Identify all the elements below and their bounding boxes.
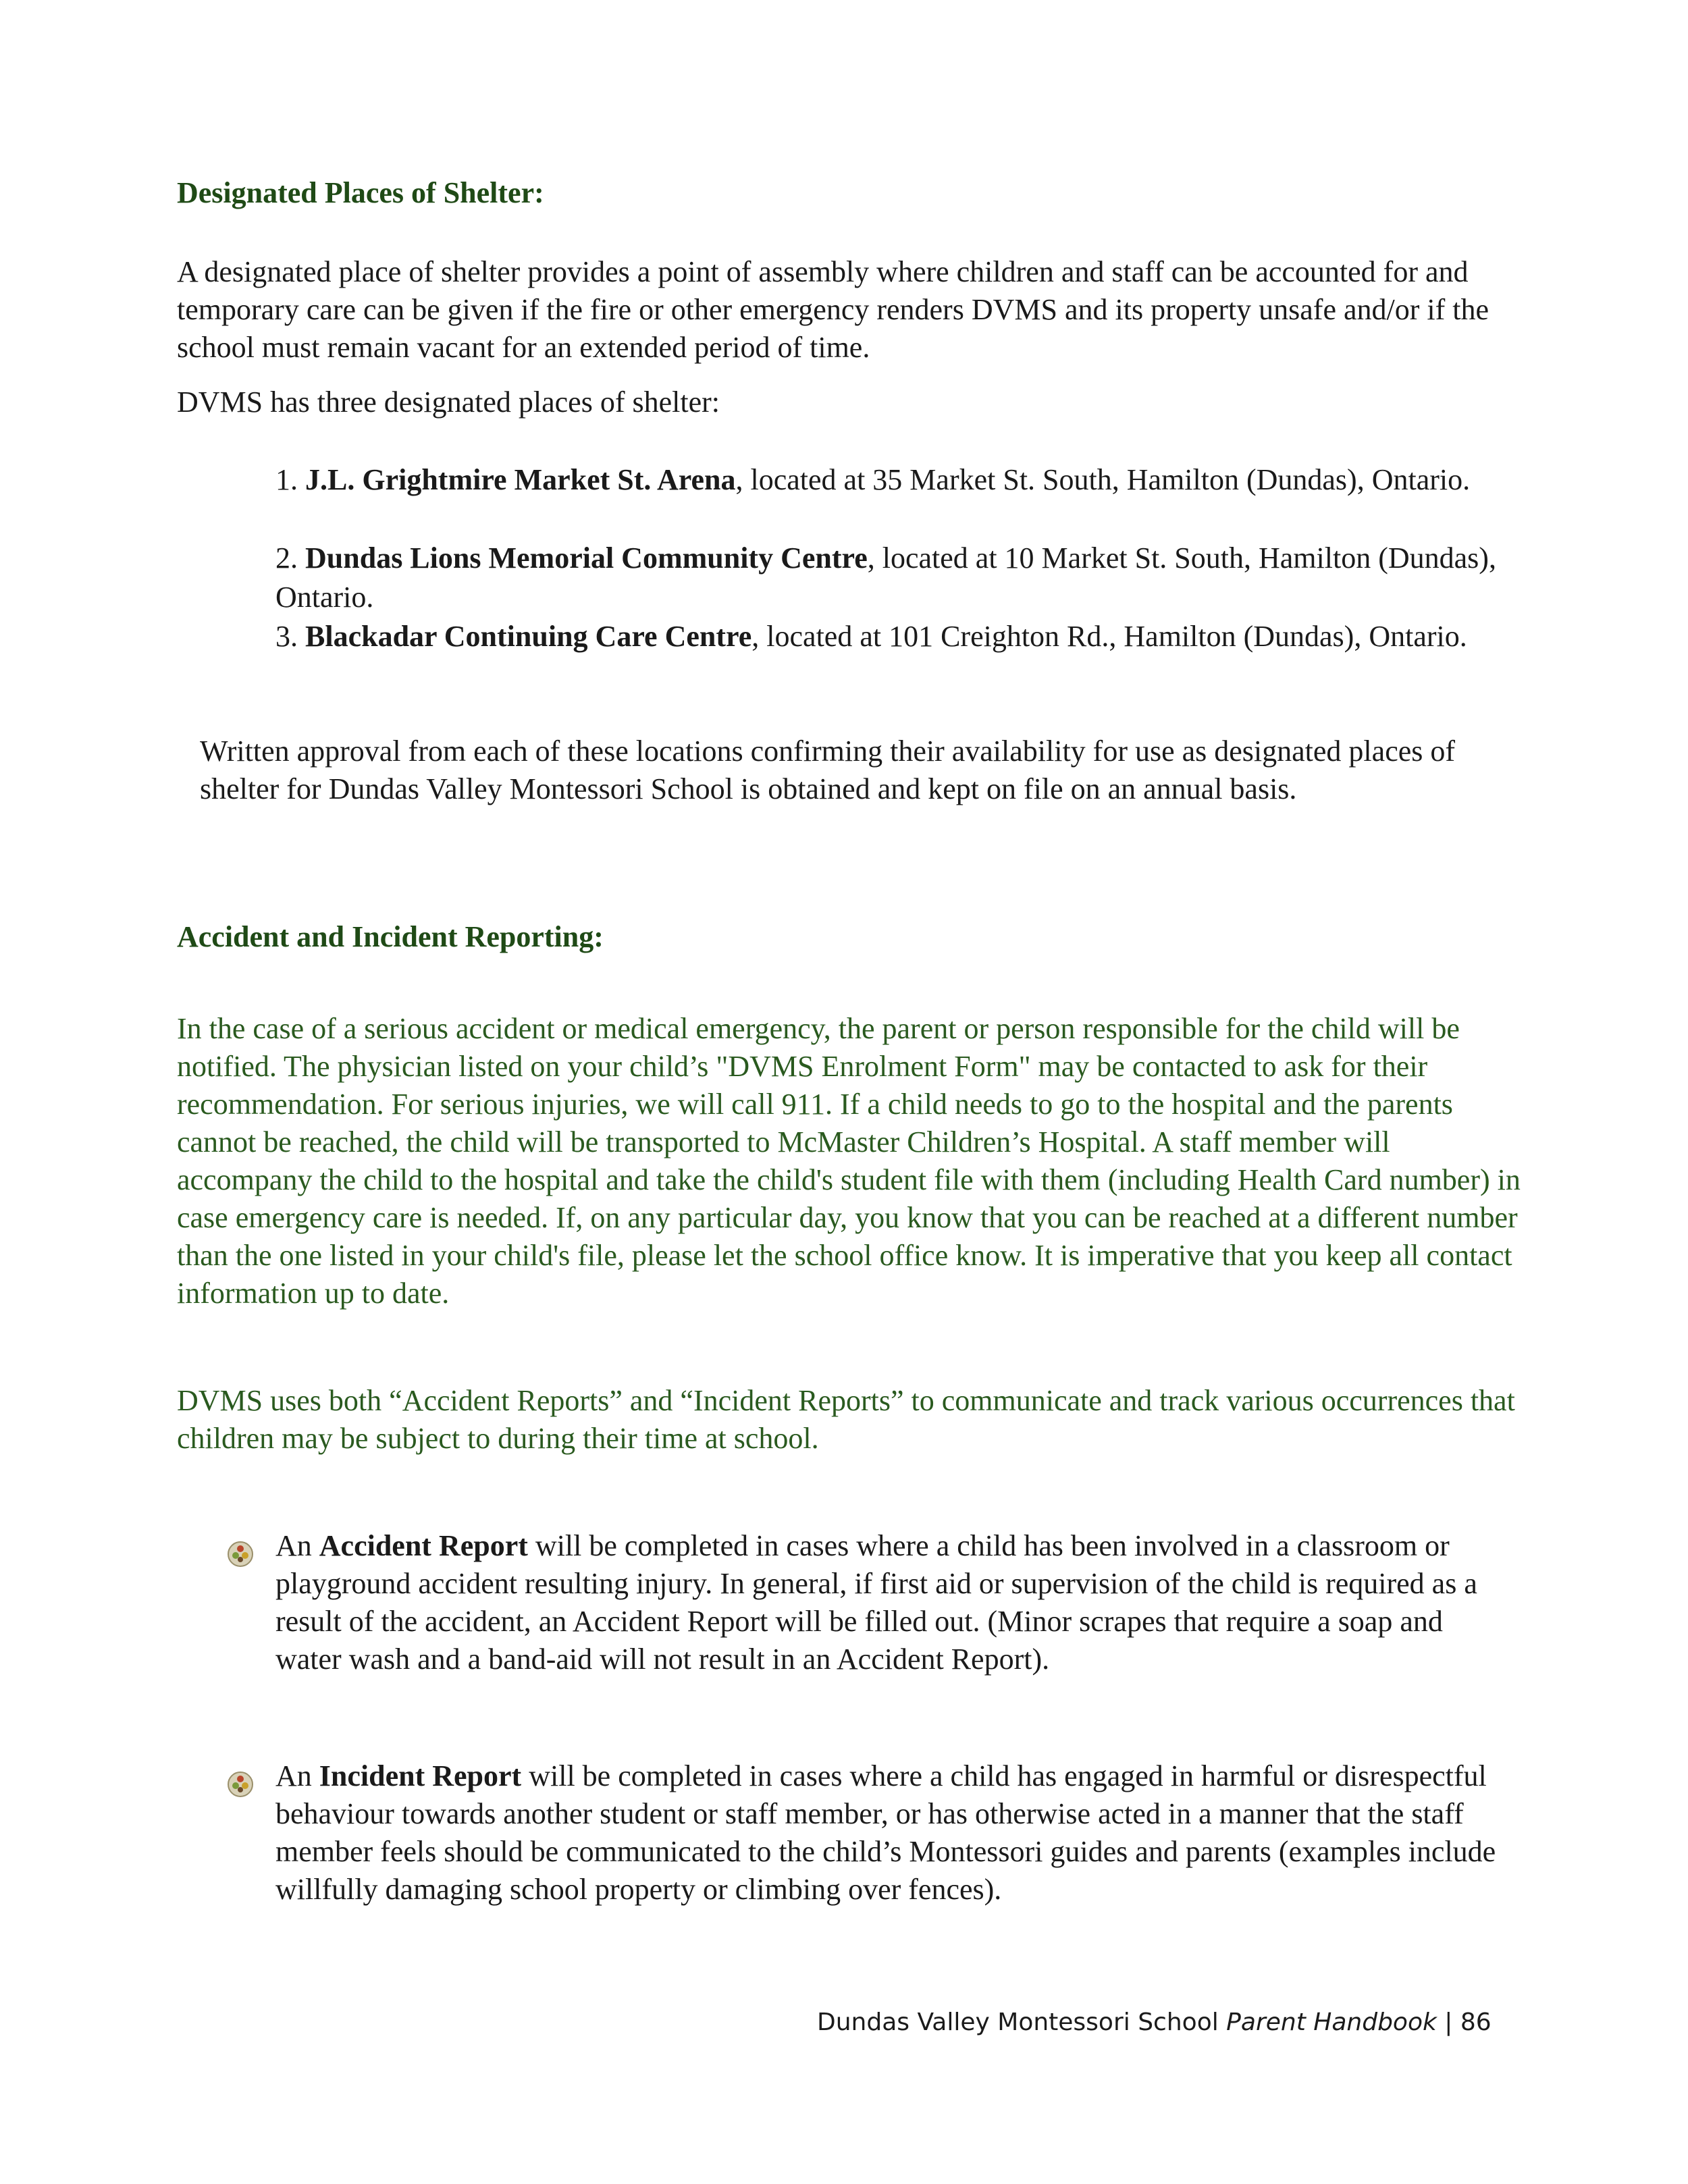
- footer-school-name: Dundas Valley Montessori School: [817, 2008, 1227, 2036]
- place-name: Blackadar Continuing Care Centre: [305, 620, 752, 653]
- bullet-term: Incident Report: [319, 1759, 522, 1792]
- place-name: J.L. Grightmire Market St. Arena: [305, 463, 736, 496]
- bullet-body: will be completed in cases where a child has engaged in harmful or disrespectful behaviour towards another student or staff member, or has otherwise acted in a manner that the staff member feels should be communicated to the child’s Montessori guides and parents (examples include willfully damaging school property or climbing over fences).: [275, 1759, 1496, 1906]
- page-number: 86: [1460, 2008, 1492, 2036]
- bullet-item-accident-report: [275, 1527, 1511, 1678]
- bullet-body: will be completed in cases where a child has been involved in a classroom or playground accident resulting injury. In general, if first aid or supervision of the child is required as a result of the accident, an Accident Report will be filled out. (Minor scrapes that require a soap and water wash and a band-aid will not result in an Accident Report).: [275, 1529, 1477, 1676]
- place-address: , located at 101 Creighton Rd., Hamilton (Dundas), Ontario.: [751, 620, 1467, 653]
- footer-document-title: Parent Handbook: [1226, 2008, 1437, 2036]
- page-footer: [817, 2008, 1492, 2036]
- shelter-count-line: DVMS has three designated places of shelter:: [177, 385, 720, 419]
- place-name: Dundas Lions Memorial Community Centre: [305, 541, 868, 575]
- footer-separator: |: [1436, 2008, 1460, 2036]
- flower-bullet-icon: [227, 1771, 254, 1798]
- list-number: 3.: [275, 620, 305, 653]
- bullet-term: Accident Report: [319, 1529, 528, 1562]
- reports-paragraph: DVMS uses both “Accident Reports” and “Incident Reports” to communicate and track various occurrences that children may be subject to during their time at school.: [177, 1384, 1515, 1455]
- list-number: 2.: [275, 541, 305, 575]
- list-number: 1.: [275, 463, 305, 496]
- bullet-item-incident-report: [275, 1757, 1511, 1909]
- section-heading-accident: Accident and Incident Reporting:: [177, 920, 604, 953]
- accident-paragraph: In the case of a serious accident or medical emergency, the parent or person responsible for the child will be notified. The physician listed on your child’s "DVMS Enrolment Form" may be contacted to ask for their recommendation. For serious injuries, we will call 911. If a child needs to go to the hospital and the parents cannot be reached, the child will be transported to McMaster Children’s Hospital. A staff member will accompany the child to the hospital and take the child's student file with them (including Health Card number) in case emergency care is needed. If, on any particular day, you know that you can be reached at a different number than the one listed in your child's file, please let the school office know. It is imperative that you keep all contact information up to date.: [177, 1012, 1521, 1310]
- place-address: , located at 35 Market St. South, Hamilton (Dundas), Ontario.: [735, 463, 1471, 496]
- bullet-lead: An: [275, 1759, 319, 1792]
- bullet-lead: An: [275, 1529, 319, 1562]
- place-address: , located at 10 Market St. South, Hamilton (Dundas), Ontario.: [275, 541, 1496, 614]
- shelter-list-item: [275, 617, 1518, 656]
- approval-paragraph: Written approval from each of these locations confirming their availability for use as designated places of shelter for Dundas Valley Montessori School is obtained and kept on file on an annual basis.: [200, 735, 1456, 805]
- section-heading-shelter: Designated Places of Shelter:: [177, 176, 544, 209]
- shelter-list-item: [275, 539, 1518, 617]
- shelter-list-item: [275, 460, 1518, 500]
- shelter-intro-paragraph: A designated place of shelter provides a point of assembly where children and staff can be accounted for and temporary care can be given if the fire or other emergency renders DVMS and its property unsafe and/or if the school must remain vacant for an extended period of time.: [177, 255, 1489, 364]
- flower-bullet-icon: [227, 1541, 254, 1568]
